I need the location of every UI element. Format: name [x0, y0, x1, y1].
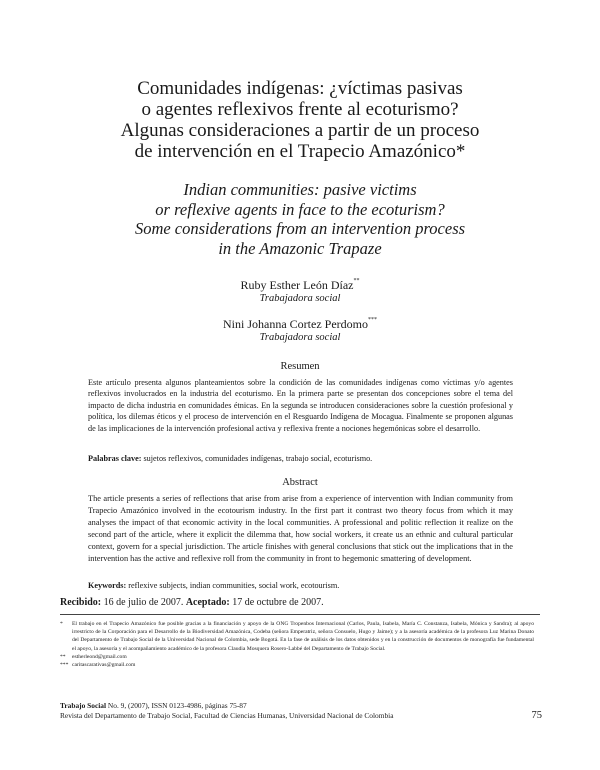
journal-affiliation: Revista del Departamento de Trabajo Social, Facultad de Ciencias Humanas, Universidad Nacional de Colombia: [60, 711, 394, 720]
title-en-line: or reflexive agents in face to the ecoturism?: [155, 199, 445, 219]
dates-line: [60, 597, 540, 609]
footnote-mark: *: [60, 621, 63, 627]
page-number: 75: [531, 710, 542, 721]
footnote-mark: ***: [60, 662, 69, 669]
author-1: [0, 278, 600, 305]
title-en-line: in the Amazonic Trapaze: [218, 238, 382, 258]
footnote-divider: [60, 614, 540, 615]
abstract-heading: Abstract: [282, 477, 318, 488]
author-name-text: Ruby Esther León Díaz: [240, 278, 354, 292]
title-english: [60, 180, 540, 258]
abstract-keywords: [88, 580, 513, 591]
resumen-heading: Resumen: [280, 361, 320, 372]
author-name: [0, 317, 600, 331]
footnote-email[interactable]: caritascarativas@gmail.com: [72, 662, 136, 669]
author-2: [0, 317, 600, 344]
title-en-line: Some considerations from an intervention process: [134, 219, 466, 238]
resumen-body: Este artículo presenta algunos planteamientos sobre la condición de las comunidades indígenas como víctimas y/o agentes reflexivos involucrados en la industria del ecoturismo. En la primera parte se presentan dos concepciones sobre el tema del impacto de dicha industria en comunidades étnicas. En la segunda se introducen consideraciones sobre la cuestión profesional y política, los dilemas éticos y el proceso de intervención en el Resguardo Indígena de Mocagua. Finalmente se proponen algunas de las implicaciones de la intervención profesional activa y reflexiva frente a nociones hegemónicas sobre el desarrollo.: [88, 378, 513, 433]
received-label: Recibido:: [60, 597, 102, 608]
author-role: Trabajadora social: [259, 293, 341, 304]
footnote: [60, 661, 534, 669]
received-date: 16 de julio de 2007.: [103, 597, 184, 608]
title-en-line: Indian communities: pasive victims: [183, 180, 417, 199]
journal-details: No. 9, (2007), ISSN 0123-4986, páginas 75-87: [107, 701, 247, 710]
keywords-text: reflexive subjects, indian communities, social work, ecotourism.: [128, 581, 340, 590]
abstract-body: The article presents a series of reflections that arise from arise from a experience of intervention with Indian community from Trapecio Amazónico involved in the ecotourism industry. In the first part it contrast two theory focus from which it may analyses the impact of that economic activity in the local communities. A professional and politic reflection it realize on the second part of the article, where it explicit the dilemma that, how social workers, it create us an ethnic and cultural particular context, govern for a special jurisdiction. The article finishes with general conclusions that stick out the implications that in the intervention has the active and reflexive roll from the community in front to hegemonic smattering of development.: [88, 494, 513, 563]
footnote: [60, 653, 534, 661]
author-footnote-mark: ***: [367, 317, 377, 323]
accepted-label: Aceptado:: [185, 597, 230, 608]
journal-name: Trabajo Social: [60, 701, 107, 710]
title-es-line: o agentes reflexivos frente al ecoturismo?: [141, 99, 459, 120]
author-name-text: Nini Johanna Cortez Perdomo: [223, 317, 368, 331]
footnote-text: El trabajo en el Trapecio Amazónico fue posible gracias a la financiación y apoyo de la ONG Tropenbos Internacional (Carlos, Paula, Isabela, María C. Constanza, Isabela, Mónica y Sandra); al apoyo irrestricto de la Corporación para el Desarrollo de la Biodiversidad Amazónica, Codeba (señora Emperatriz, señora Consuelo, Hugo y Jaime); y a la asesoría académica de la profesora Luz Marina Donato del Departamento de Trabajo Social de la Universidad Nacional de Colombia, sede Bogotá. En la fase de análisis de los datos obtenidos y en la construcción de documentos de monografía fue fundamental el apoyo, la asesoría y el acompañamiento académico de la profesora Claudia Mosquera Rosero-Labbé del Departamento de Trabajo Social.: [72, 621, 534, 652]
title-es-line: Comunidades indígenas: ¿víctimas pasivas: [137, 78, 463, 99]
footnote-email[interactable]: estherleond@gmail.com: [72, 653, 127, 660]
journal-citation: [60, 701, 480, 711]
author-role: Trabajadora social: [259, 332, 341, 343]
author-name: [0, 278, 600, 292]
footnotes: [60, 620, 534, 669]
title-spanish: [60, 78, 540, 162]
keywords-label: Palabras clave:: [88, 454, 142, 463]
title-es-line: Algunas consideraciones a partir de un proceso: [120, 120, 480, 141]
footnote: [60, 620, 534, 653]
footnote-mark: **: [60, 653, 66, 660]
keywords-text: sujetos reflexivos, comunidades indígenas, trabajo social, ecoturismo.: [143, 454, 373, 463]
journal-footer: [60, 701, 480, 721]
resumen-keywords: [88, 453, 513, 464]
author-footnote-mark: **: [353, 278, 360, 284]
keywords-label: Keywords:: [88, 581, 127, 590]
accepted-date: 17 de octubre de 2007.: [232, 597, 324, 608]
title-es-line: de intervención en el Trapecio Amazónico*: [134, 141, 466, 162]
